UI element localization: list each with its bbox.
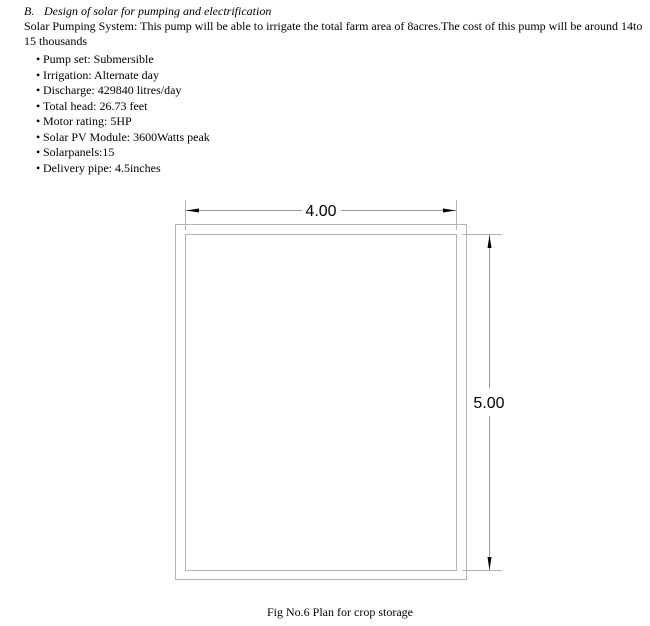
spec-item-discharge: • Discharge: 429840 litres/day	[36, 83, 210, 99]
width-dimension-label: 4.00	[305, 203, 337, 220]
width-arrow-right-icon	[443, 209, 456, 213]
spec-item-pv-module: • Solar PV Module: 3600Watts peak	[36, 130, 210, 146]
intro-paragraph: Solar Pumping System: This pump will be able to irrigate the total farm area of 8acres.The cost of this pump will be around 14to 15 thousands	[24, 19, 643, 48]
height-dimension-label: 5.00	[473, 395, 505, 412]
spec-item-pump-set: • Pump set: Submersible	[36, 52, 210, 68]
outer-wall	[176, 225, 467, 580]
height-arrow-bottom-icon	[488, 557, 492, 570]
spec-item-solar-panels: • Solarpanels:15	[36, 145, 210, 161]
figure-caption: Fig No.6 Plan for crop storage	[267, 605, 413, 619]
height-arrow-top-icon	[488, 235, 492, 248]
section-number: B.	[24, 4, 35, 18]
spec-item-delivery-pipe: • Delivery pipe: 4.5inches	[36, 161, 210, 177]
section-title: Design of solar for pumping and electrification	[44, 4, 272, 18]
spec-item-motor-rating: • Motor rating: 5HP	[36, 114, 210, 130]
inner-wall	[186, 235, 457, 571]
spec-item-total-head: • Total head: 26.73 feet	[36, 99, 210, 115]
width-dimension	[186, 200, 457, 230]
width-arrow-left-icon	[186, 209, 199, 213]
height-dimension	[462, 235, 505, 571]
spec-item-irrigation: • Irrigation: Alternate day	[36, 68, 210, 84]
